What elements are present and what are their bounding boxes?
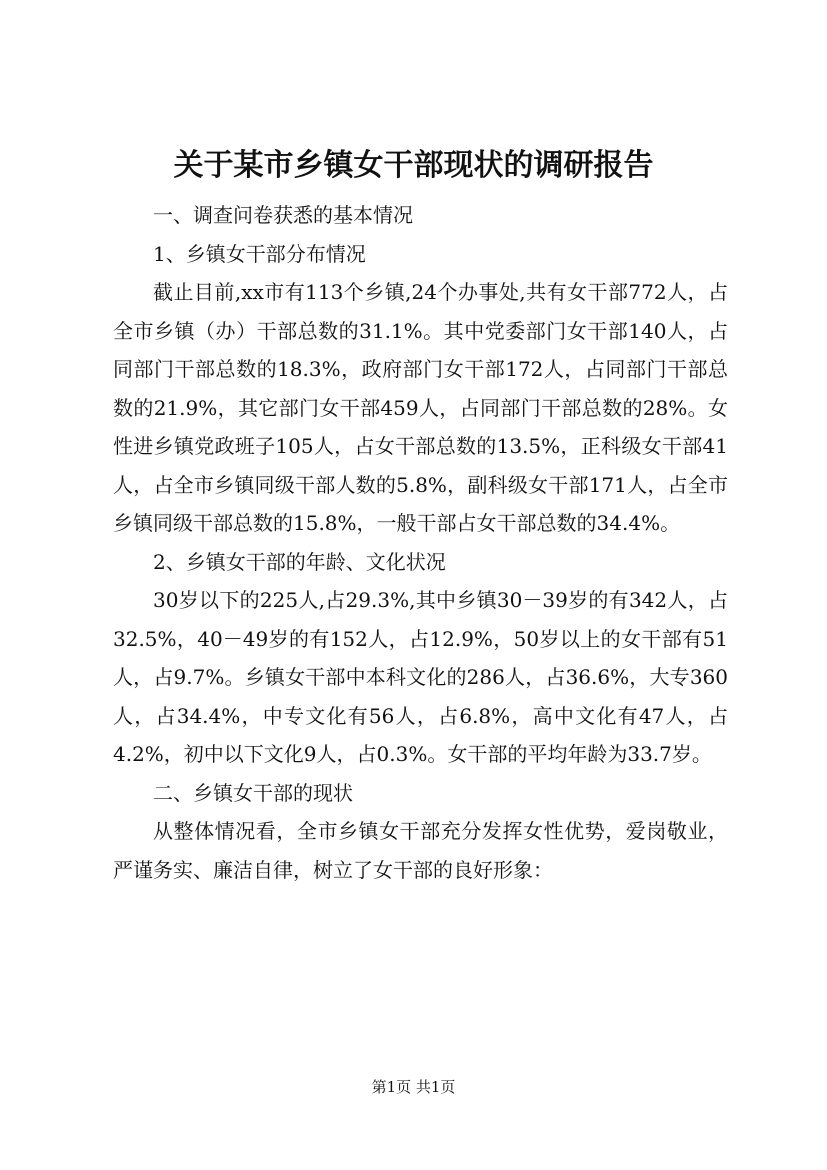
subsection-heading-2: 2、乡镇女干部的年龄、文化状况 [153, 549, 446, 574]
page-footer: 第1页 共1页 [371, 1078, 456, 1096]
paragraph-age-education: 30岁以下的225人,占29.3%,其中乡镇30－39岁的有342人，占32.5%，40－49岁的有152人，占12.9%，50岁以上的女干部有51人，占9.7%。乡镇女干部中本科文化的286人，占36.6%，大专360人，占34.4%，中专文化有56人，占6.8%，高中文化有47人，占4.2%，初中以下文化9人，占0.3%。女干部的平均年龄为33.7岁。 [113, 588, 728, 766]
subsection-heading-1: 1、乡镇女干部分布情况 [153, 241, 366, 266]
section-heading-2: 二、乡镇女干部的现状 [153, 780, 353, 805]
paragraph-overview: 从整体情况看，全市乡镇女干部充分发挥女性优势，爱岗敬业，严谨务实、廉洁自律，树立了女干部的良好形象： [113, 819, 728, 882]
paragraph-distribution: 截止目前,xx市有113个乡镇,24个办事处,共有女干部772人，占全市乡镇（办）干部总数的31.1%。其中党委部门女干部140人，占同部门干部总数的18.3%，政府部门女干部172人，占同部门干部总数的21.9%，其它部门女干部459人，占同部门干部总数的28%。女性进乡镇党政班子105人，占女干部总数的13.5%，正科级女干部41人，占全市乡镇同级干部人数的5.8%，副科级女干部171人，占全市乡镇同级干部总数的15.8%，一般干部占女干部总数的34.4%。 [113, 280, 728, 535]
document-title: 关于某市乡镇女干部现状的调研报告 [173, 148, 654, 183]
document-body [113, 196, 728, 889]
section-heading-1: 一、调查问卷获悉的基本情况 [153, 203, 413, 227]
